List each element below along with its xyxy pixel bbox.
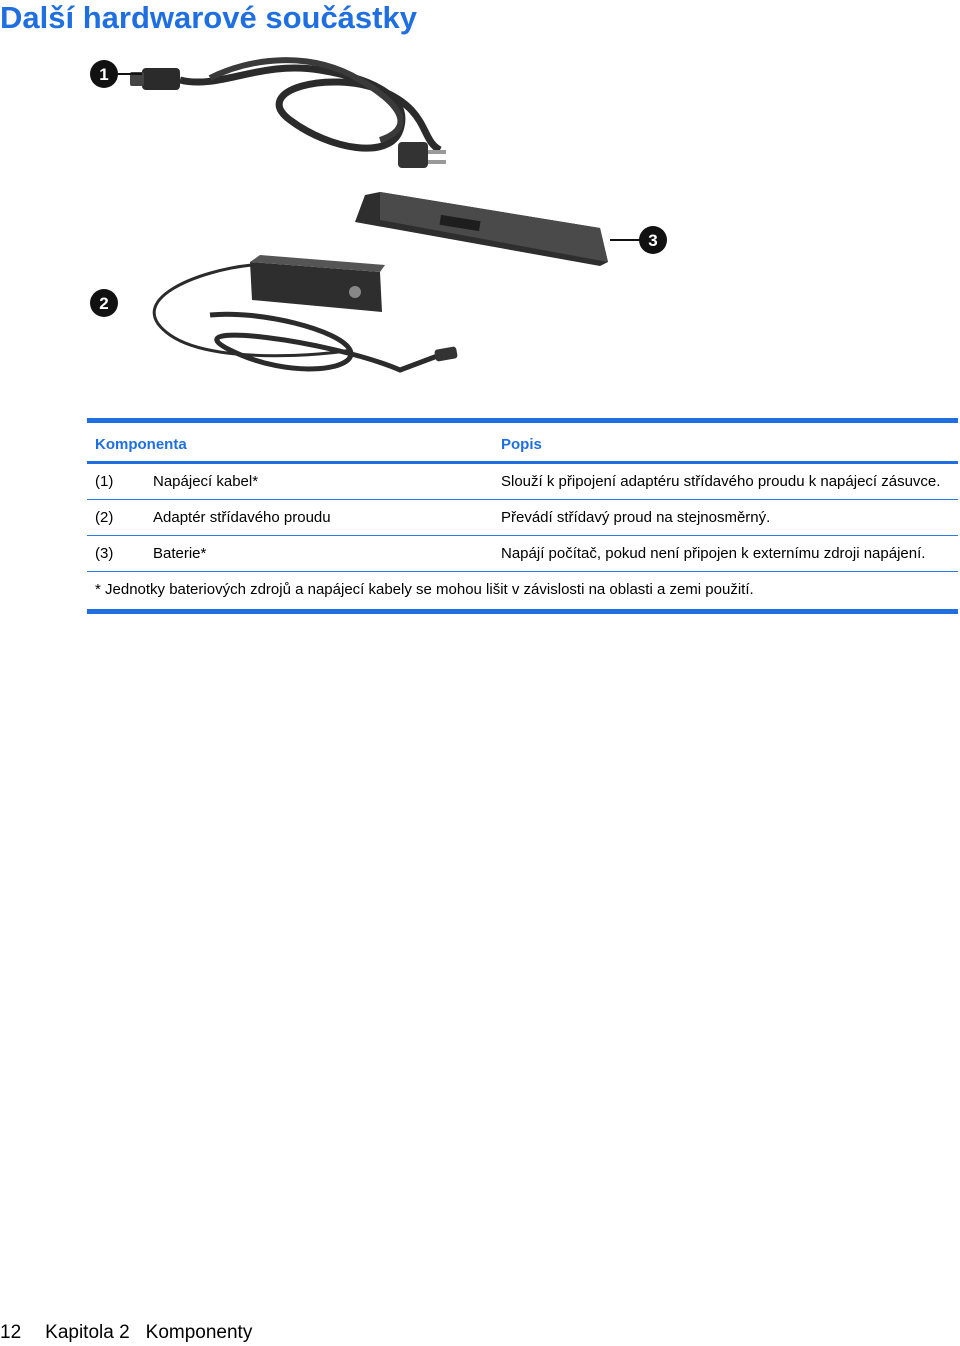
row-number: (2) [95,509,114,526]
callout-3 [639,226,667,254]
svg-text:2: 2 [99,294,109,313]
page-number: 12 [0,1322,22,1343]
row-description: Napájí počítač, pokud není připojen k externímu zdroji napájení. [501,545,926,562]
svg-text:3: 3 [648,231,658,250]
callout-2 [90,289,118,317]
header-description: Popis [501,436,542,453]
page-title: Další hardwarové součástky [0,0,417,35]
table-header [87,423,958,464]
footnote-text: * Jednotky bateriových zdrojů a napájecí kabely se mohou lišit v závislosti na oblasti a zemi použití. [95,581,754,598]
header-component: Komponenta [95,436,187,453]
table-row [87,536,958,572]
battery-icon [355,192,640,266]
row-component: Baterie* [153,545,207,562]
table-row [87,464,958,500]
svg-text:1: 1 [99,65,109,84]
table-row [87,500,958,536]
hardware-figure [80,50,700,390]
components-table [87,418,958,614]
row-description: Převádí střídavý proud na stejnosměrný. [501,509,771,526]
power-cord-icon [130,60,446,168]
ac-adapter-icon [154,255,458,370]
row-component: Adaptér střídavého proudu [153,509,331,526]
chapter-label: Kapitola 2 [45,1322,130,1343]
page-footer [0,1322,252,1344]
section-label: Komponenty [145,1322,253,1343]
row-description: Slouží k připojení adaptéru střídavého proudu k napájecí zásuvce. [501,473,941,490]
row-number: (3) [95,545,114,562]
table-footnote [87,572,958,609]
hardware-illustration [80,50,700,390]
row-component: Napájecí kabel* [153,473,259,490]
row-number: (1) [95,473,114,490]
